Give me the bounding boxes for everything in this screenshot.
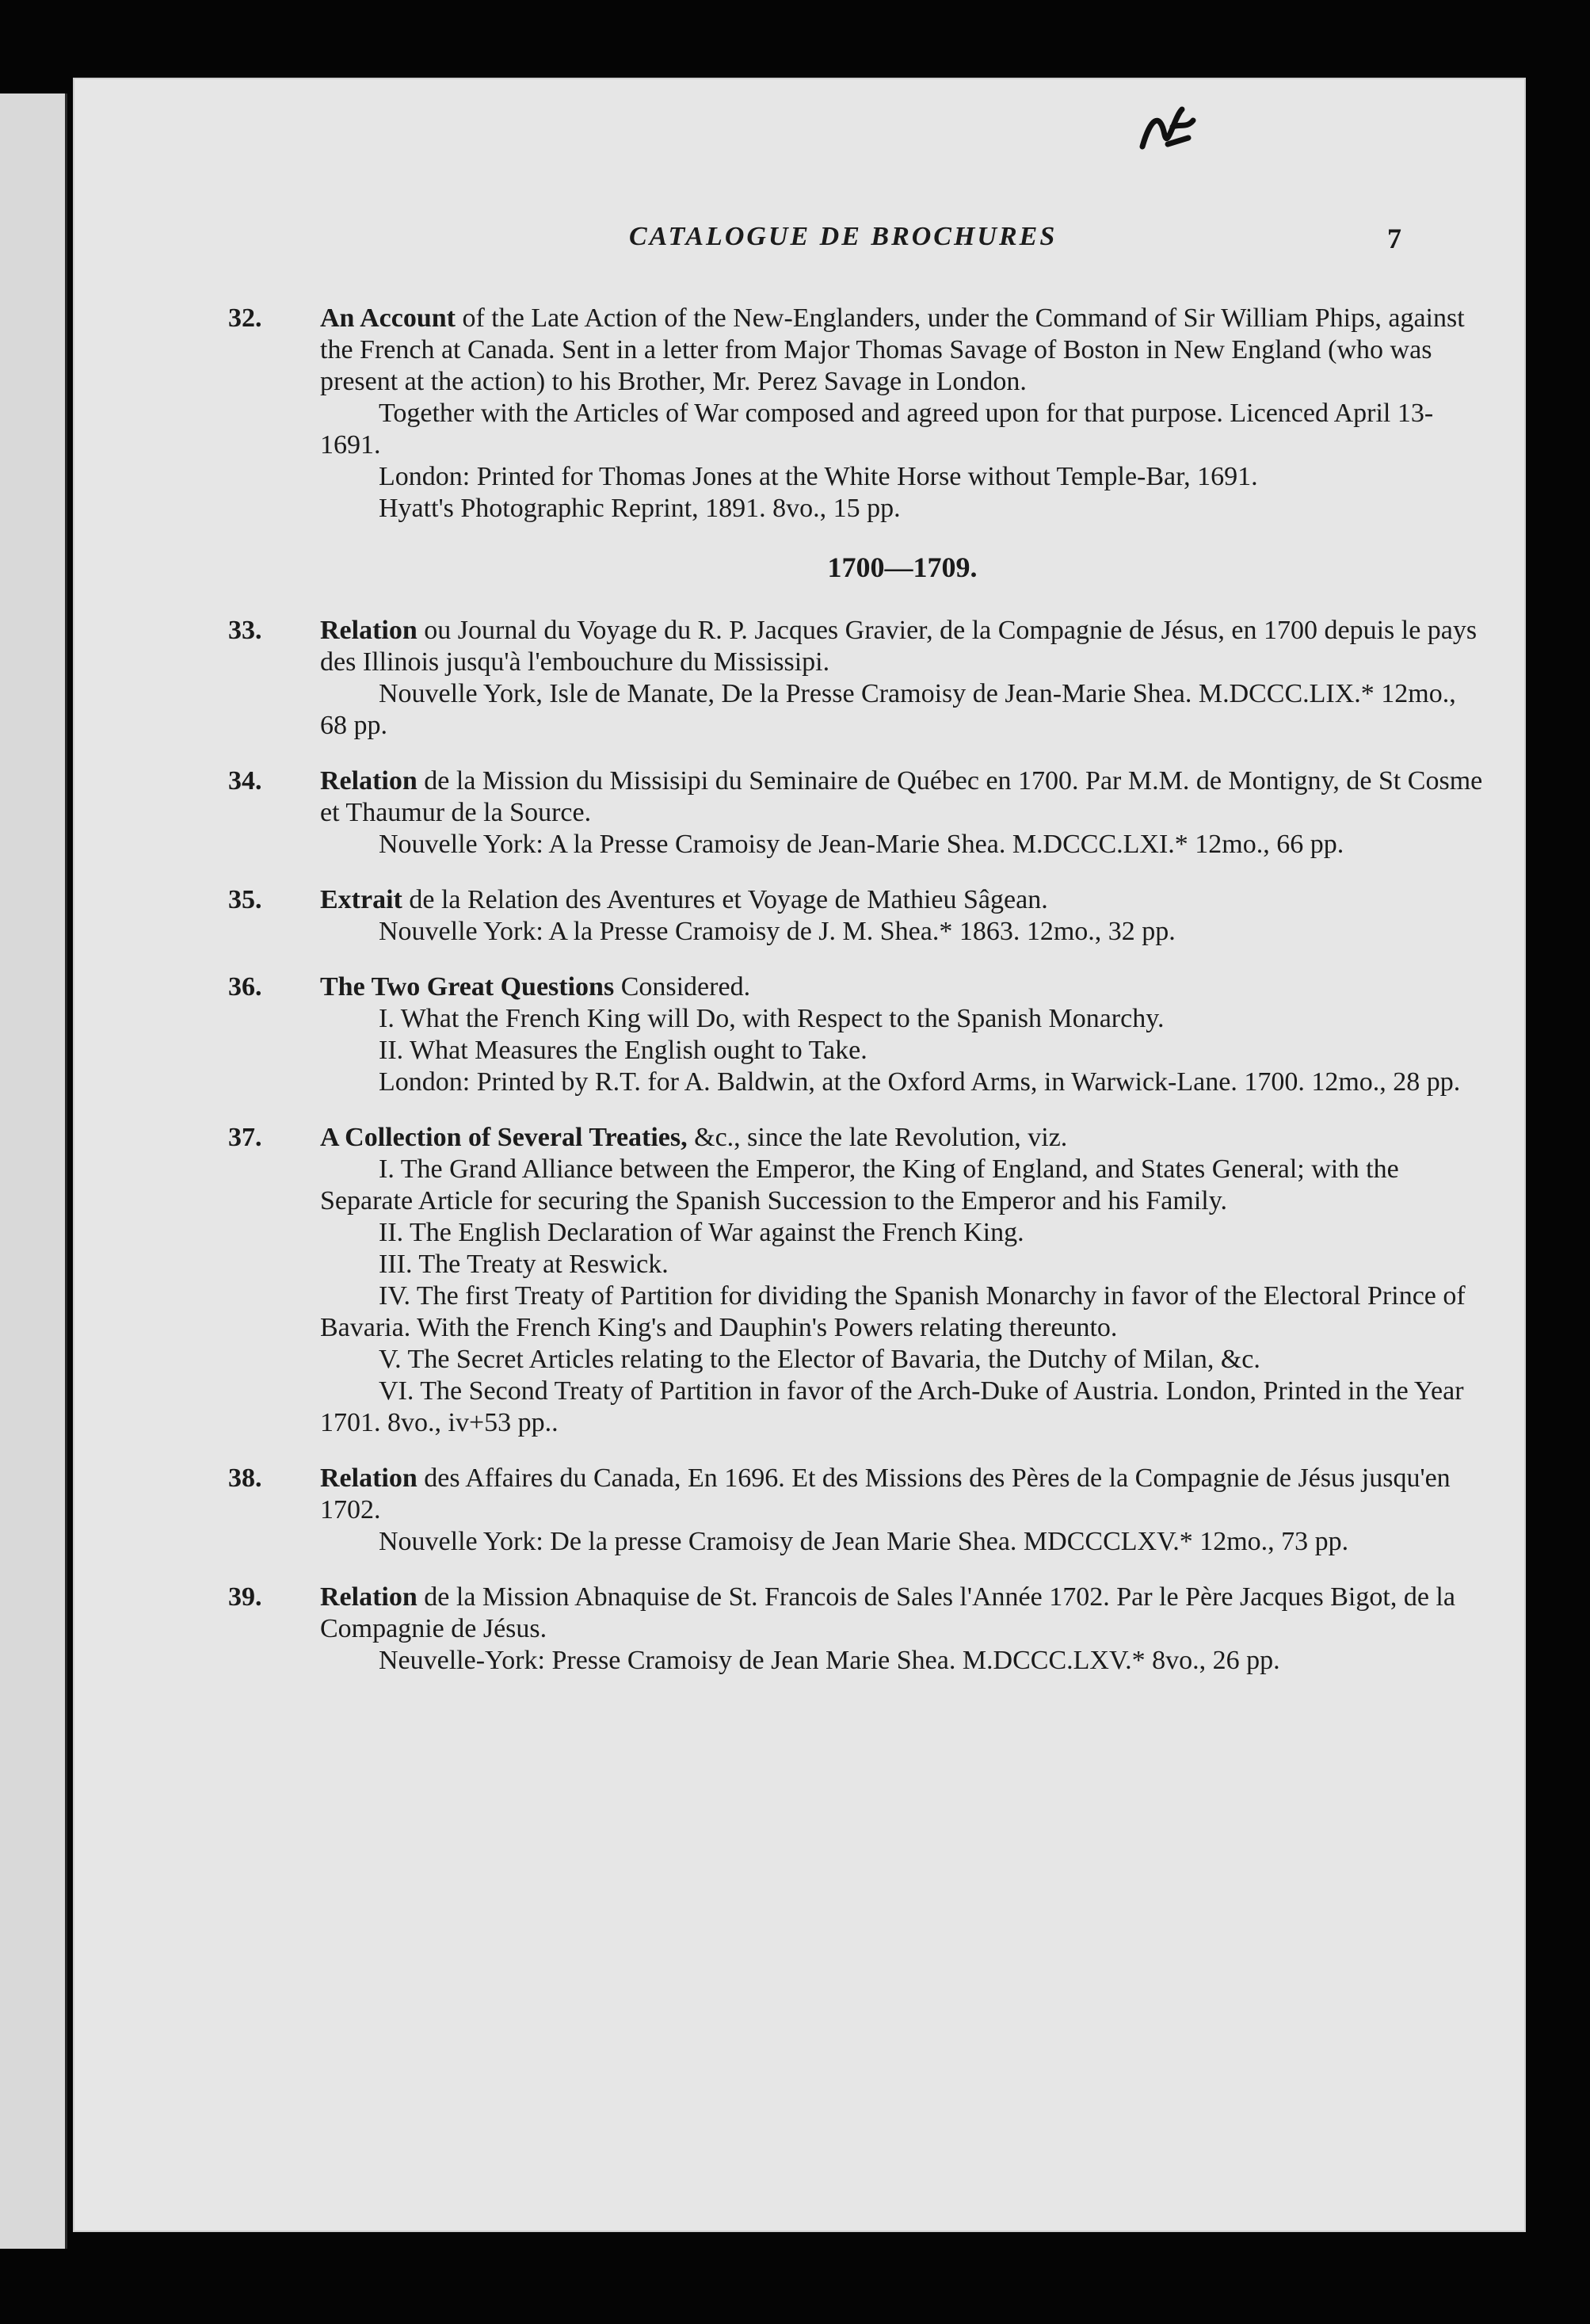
page-header <box>74 222 1524 269</box>
entry-first-line <box>228 303 1485 398</box>
entry-number: 37. <box>228 1123 262 1152</box>
entry-first-line <box>228 1463 1485 1526</box>
entry-keyword: Extrait <box>320 885 402 914</box>
entry-line: London: Printed for Thomas Jones at the White Horse without Temple-Bar, 1691. <box>379 462 1258 491</box>
entry-text: de la Mission du Missisipi du Seminaire de Québec en 1700. Par M.M. de Montigny, de St Cosme et Thaumur de la Source. <box>320 766 1483 827</box>
entry-keyword: A Collection of Several Treaties, <box>320 1123 688 1152</box>
entry-line: London: Printed by R.T. for A. Baldwin, at the Oxford Arms, in Warwick-Lane. 1700. 12mo., 28 pp. <box>379 1067 1461 1097</box>
entry-line: I. What the French King will Do, with Respect to the Spanish Monarchy. <box>379 1004 1165 1033</box>
page-number: 7 <box>1387 223 1401 254</box>
entry-keyword: Relation <box>320 766 418 796</box>
entry-number: 33. <box>228 616 262 645</box>
entry-line: Nouvelle York, Isle de Manate, De la Presse Cramoisy de Jean-Marie Shea. M.DCCC.LIX.* 12mo., 68 pp. <box>320 679 1456 740</box>
catalogue-entry-32 <box>228 303 1485 525</box>
entry-number: 35. <box>228 885 262 914</box>
entry-keyword: Relation <box>320 1582 418 1612</box>
entry-number: 32. <box>228 303 262 333</box>
catalogue-entry-33 <box>228 615 1485 742</box>
catalogue-page <box>73 78 1526 2232</box>
entry-line: Nouvelle York: De la presse Cramoisy de Jean Marie Shea. MDCCCLXV.* 12mo., 73 pp. <box>379 1527 1349 1556</box>
entry-first-line <box>228 615 1485 678</box>
entry-line: III. The Treaty at Reswick. <box>379 1250 669 1279</box>
entry-number: 36. <box>228 972 262 1002</box>
entry-number: 39. <box>228 1582 262 1612</box>
entry-text: Considered. <box>614 972 751 1002</box>
catalogue-entry-37 <box>228 1122 1485 1439</box>
catalogue-entry-39 <box>228 1582 1485 1677</box>
entry-text: de la Relation des Aventures et Voyage de Mathieu Sâgean. <box>402 885 1048 914</box>
catalogue-entry-38 <box>228 1463 1485 1558</box>
entry-keyword: Relation <box>320 1463 418 1493</box>
entry-line: I. The Grand Alliance between the Emperor, the King of England, and States General; with the Separate Article for securing the Spanish Succession to the Emperor and his Family. <box>320 1154 1399 1215</box>
entry-line: Nouvelle York: A la Presse Cramoisy de J. M. Shea.* 1863. 12mo., 32 pp. <box>379 917 1176 946</box>
section-heading: 1700—1709. <box>827 551 978 583</box>
entry-text: of the Late Action of the New-Englanders, under the Command of Sir William Phips, against the French at Canada. Sent in a letter from Major Thomas Savage of Boston in New England (who was present at the action) to his Brother, Mr. Perez Savage in London. <box>320 303 1465 396</box>
entry-line: IV. The first Treaty of Partition for dividing the Spanish Monarchy in favor of the Electoral Prince of Bavaria. With the French King's and Dauphin's Powers relating thereunto. <box>320 1281 1466 1342</box>
entry-number: 38. <box>228 1463 262 1493</box>
adjacent-page-edge <box>0 93 67 2249</box>
entry-text: &c., since the late Revolution, viz. <box>687 1123 1068 1152</box>
handwritten-mark <box>1136 103 1199 158</box>
catalogue-entry-36 <box>228 971 1485 1098</box>
entry-first-line <box>228 765 1485 829</box>
entry-first-line <box>228 1582 1485 1645</box>
entry-line: II. The English Declaration of War against the French King. <box>379 1218 1024 1247</box>
entry-text: des Affaires du Canada, En 1696. Et des Missions des Pères de la Compagnie de Jésus jusqu'en 1702. <box>320 1463 1451 1525</box>
entry-keyword: Relation <box>320 616 418 645</box>
entry-line: Nouvelle York: A la Presse Cramoisy de Jean-Marie Shea. M.DCCC.LXI.* 12mo., 66 pp. <box>379 830 1344 859</box>
running-title: CATALOGUE DE BROCHURES <box>629 222 1058 251</box>
catalogue-content <box>228 303 1485 1700</box>
entry-text: de la Mission Abnaquise de St. Francois de Sales l'Année 1702. Par le Père Jacques Bigot, de la Compagnie de Jésus. <box>320 1582 1455 1643</box>
entry-first-line <box>228 1122 1485 1154</box>
entry-first-line <box>228 971 1485 1003</box>
entry-line: Hyatt's Photographic Reprint, 1891. 8vo., 15 pp. <box>379 494 901 523</box>
entry-text: ou Journal du Voyage du R. P. Jacques Gravier, de la Compagnie de Jésus, en 1700 depuis le pays des Illinois jusqu'à l'embouchure du Mississipi. <box>320 616 1478 677</box>
entry-first-line <box>228 884 1485 916</box>
entry-number: 34. <box>228 766 262 796</box>
entry-keyword: An Account <box>320 303 456 333</box>
catalogue-entry-35 <box>228 884 1485 948</box>
entry-keyword: The Two Great Questions <box>320 972 615 1002</box>
entry-line: II. What Measures the English ought to Take. <box>379 1036 867 1065</box>
entry-line: VI. The Second Treaty of Partition in favor of the Arch-Duke of Austria. London, Printed in the Year 1701. 8vo., iv+53 pp.. <box>320 1376 1464 1437</box>
entry-line: V. The Secret Articles relating to the Elector of Bavaria, the Dutchy of Milan, &c. <box>379 1345 1260 1374</box>
entry-line: Together with the Articles of War composed and agreed upon for that purpose. Licenced April 13-1691. <box>320 399 1434 460</box>
catalogue-entry-34 <box>228 765 1485 861</box>
entry-line: Neuvelle-York: Presse Cramoisy de Jean Marie Shea. M.DCCC.LXV.* 8vo., 26 pp. <box>379 1646 1280 1675</box>
